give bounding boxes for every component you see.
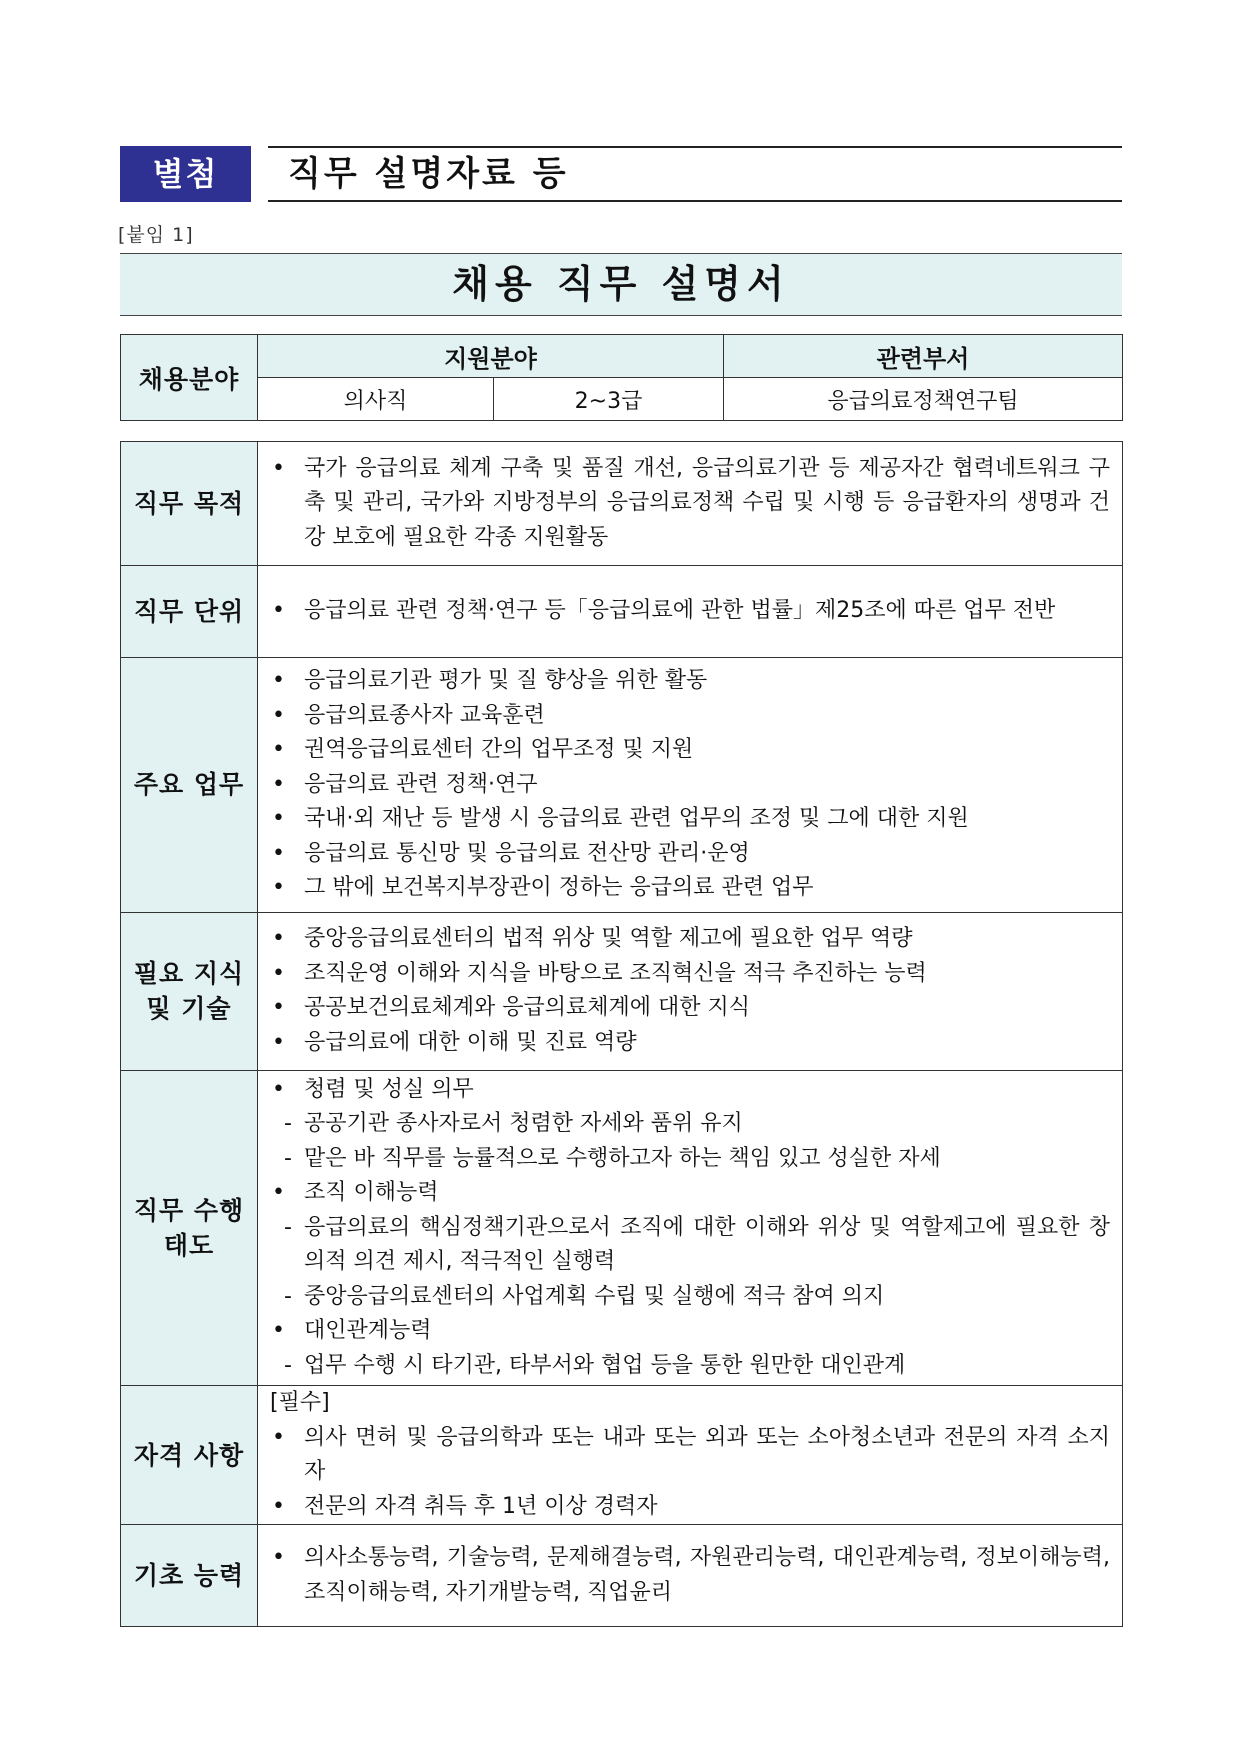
basic-ability-label: 기초 능력	[121, 1525, 258, 1627]
attitude-sub-item: - 공공기관 종사자로서 청렴한 자세와 품위 유지	[266, 1107, 1110, 1142]
attitude-content	[258, 1070, 1123, 1386]
main-tasks-content	[258, 658, 1123, 913]
attitude-label-line2: 태도	[163, 1230, 215, 1260]
dept-value: 응급의료정책연구팀	[724, 378, 1123, 421]
basic-ability-content	[258, 1525, 1123, 1627]
support-value-job: 의사직	[258, 378, 494, 421]
knowledge-content	[258, 912, 1123, 1070]
appendix-badge: 별첨	[120, 146, 251, 202]
unit-label: 직무 단위	[121, 566, 258, 658]
main-task-item: • 응급의료기관 평가 및 질 향상을 위한 활동	[266, 664, 1110, 699]
qualification-item: • 전문의 자격 취득 후 1년 이상 경력자	[266, 1490, 1110, 1525]
attitude-bullet: • 조직 이해능력	[266, 1176, 1110, 1211]
page-header	[120, 146, 1122, 202]
attitude-label	[121, 1070, 258, 1386]
support-value-grade: 2~3급	[494, 378, 724, 421]
main-task-item: • 권역응급의료센터 간의 업무조정 및 지원	[266, 733, 1110, 768]
attitude-sub-item: - 업무 수행 시 타기관, 타부서와 협업 등을 통한 원만한 대인관계	[266, 1349, 1110, 1384]
main-task-item: • 응급의료 통신망 및 응급의료 전산망 관리·운영	[266, 837, 1110, 872]
attitude-bullet: • 대인관계능력	[266, 1314, 1110, 1349]
main-tasks-label: 주요 업무	[121, 658, 258, 913]
knowledge-label	[121, 912, 258, 1070]
main-task-item: • 그 밖에 보건복지부장관이 정하는 응급의료 관련 업무	[266, 871, 1110, 906]
main-task-item: • 응급의료 관련 정책·연구	[266, 768, 1110, 803]
attitude-sub-item: - 응급의료의 핵심정책기관으로서 조직에 대한 이해와 위상 및 역할제고에 필요한 창의적 의견 제시, 적극적인 실행력	[266, 1211, 1110, 1280]
qualification-label: 자격 사항	[121, 1386, 258, 1525]
support-header: 지원분야	[258, 335, 724, 378]
basic-ability-item: • 의사소통능력, 기술능력, 문제해결능력, 자원관리능력, 대인관계능력, 정보이해능력, 조직이해능력, 자기개발능력, 직업윤리	[266, 1541, 1110, 1610]
attitude-sub-item: - 중앙응급의료센터의 사업계획 수립 및 실행에 적극 참여 의지	[266, 1280, 1110, 1315]
unit-item: • 응급의료 관련 정책·연구 등「응급의료에 관한 법률」제25조에 따른 업무 전반	[266, 594, 1110, 629]
field-table	[120, 334, 1123, 421]
field-row-label: 채용분야	[121, 335, 258, 421]
knowledge-item: • 공공보건의료체계와 응급의료체계에 대한 지식	[266, 991, 1110, 1026]
knowledge-label-line1: 필요 지식	[133, 959, 245, 988]
main-task-item: • 응급의료종사자 교육훈련	[266, 699, 1110, 734]
purpose-content	[258, 442, 1123, 566]
attachment-label: [붙임 1]	[118, 224, 194, 246]
job-description-table	[120, 441, 1123, 1627]
qualification-content	[258, 1386, 1123, 1525]
main-task-item: • 국내·외 재난 등 발생 시 응급의료 관련 업무의 조정 및 그에 대한 지원	[266, 802, 1110, 837]
qualification-item: • 의사 면허 및 응급의학과 또는 내과 또는 외과 또는 소아청소년과 전문의 자격 소지자	[266, 1421, 1110, 1490]
knowledge-item: • 조직운영 이해와 지식을 바탕으로 조직혁신을 적극 추진하는 능력	[266, 957, 1110, 992]
attitude-label-line1: 직무 수행	[133, 1195, 245, 1225]
header-title: 직무 설명자료 등	[268, 146, 1122, 202]
purpose-label: 직무 목적	[121, 442, 258, 566]
attitude-bullet: • 청렴 및 성실 의무	[266, 1073, 1110, 1108]
purpose-item: • 국가 응급의료 체계 구축 및 품질 개선, 응급의료기관 등 제공자간 협력네트워크 구축 및 관리, 국가와 지방정부의 응급의료정책 수립 및 시행 등 응급환자의 생명과 건강 보호에 필요한 각종 지원활동	[266, 452, 1110, 556]
knowledge-label-line2: 및 기술	[146, 994, 232, 1023]
knowledge-item: • 응급의료에 대한 이해 및 진료 역량	[266, 1026, 1110, 1061]
dept-header: 관련부서	[724, 335, 1123, 378]
unit-content	[258, 566, 1123, 658]
document-title: 채용 직무 설명서	[120, 253, 1122, 316]
knowledge-item: • 중앙응급의료센터의 법적 위상 및 역할 제고에 필요한 업무 역량	[266, 922, 1110, 957]
qualification-required: [필수]	[270, 1390, 330, 1415]
attitude-sub-item: - 맡은 바 직무를 능률적으로 수행하고자 하는 책임 있고 성실한 자세	[266, 1142, 1110, 1177]
